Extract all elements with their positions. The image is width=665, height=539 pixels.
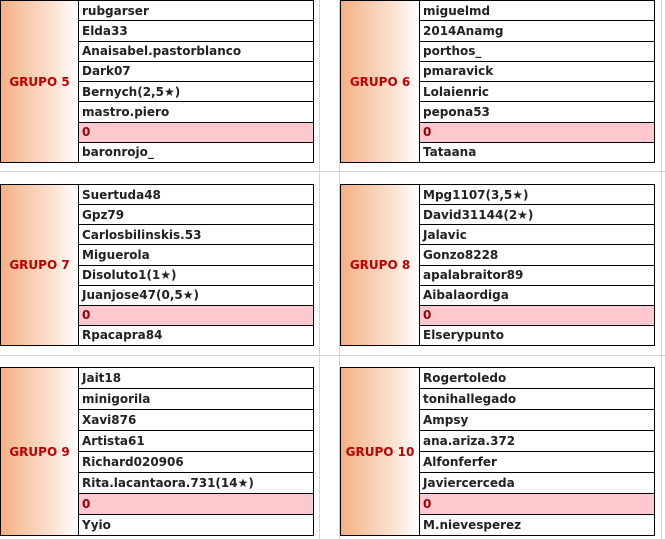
empty-slot-cell[interactable]: 0: [420, 494, 654, 515]
member-cell[interactable]: Miguerola: [79, 245, 313, 265]
member-list: [420, 185, 654, 345]
member-cell[interactable]: Gpz79: [79, 205, 313, 225]
member-cell[interactable]: pepona53: [420, 102, 654, 122]
member-cell[interactable]: baronrojo_: [82, 145, 154, 160]
member-cell[interactable]: Dark07: [79, 62, 313, 82]
member-cell[interactable]: Gonzo8228: [420, 245, 654, 265]
member-cell[interactable]: Lolaienric: [420, 82, 654, 102]
member-cell[interactable]: M.nievesperez: [423, 518, 522, 532]
member-cell[interactable]: Alfonferfer: [420, 452, 654, 473]
gridline: [661, 0, 662, 539]
member-cell[interactable]: Jalavic: [420, 225, 654, 245]
member-cell[interactable]: Ampsy: [420, 410, 654, 431]
member-cell[interactable]: David31144(2★): [420, 205, 654, 225]
group-label-5: GRUPO 5: [1, 1, 79, 162]
member-cell[interactable]: Aibalaordiga: [420, 286, 654, 306]
member-cell[interactable]: 2014Anamg: [420, 21, 654, 41]
member-cell[interactable]: porthos_: [420, 42, 654, 62]
empty-slot-cell[interactable]: 0: [420, 123, 654, 143]
group-block-10: [340, 367, 655, 536]
member-cell[interactable]: Carlosbilinskis.53: [79, 225, 313, 245]
member-cell[interactable]: tonihallegado: [420, 389, 654, 410]
member-cell[interactable]: mastro.piero: [79, 102, 313, 122]
member-list: [79, 1, 313, 162]
group-block-7: [0, 184, 314, 346]
gridline: [319, 0, 320, 539]
member-cell[interactable]: Richard020906: [79, 452, 313, 473]
member-cell[interactable]: pmaravick: [420, 62, 654, 82]
group-block-6: [340, 0, 655, 163]
empty-slot-cell[interactable]: 0: [420, 306, 654, 326]
member-cell[interactable]: Elserypunto: [423, 328, 504, 343]
member-cell[interactable]: rubgarser: [79, 1, 313, 21]
member-cell[interactable]: Anaisabel.pastorblanco: [79, 42, 313, 62]
member-cell[interactable]: Rita.lacantaora.731(14★): [79, 473, 313, 494]
member-cell[interactable]: Suertuda48: [79, 185, 313, 205]
gridline: [0, 171, 665, 172]
member-cell[interactable]: Javiercerceda: [420, 473, 654, 494]
group-block-5: [0, 0, 314, 163]
group-label-10: GRUPO 10: [341, 368, 420, 535]
member-list: [420, 1, 654, 162]
group-block-9: [0, 367, 314, 536]
group-label-9: GRUPO 9: [1, 368, 79, 535]
member-cell[interactable]: Xavi876: [79, 410, 313, 431]
group-label-7: GRUPO 7: [1, 185, 79, 345]
member-cell[interactable]: Bernych(2,5★): [79, 82, 313, 102]
member-cell[interactable]: Mpg1107(3,5★): [420, 185, 654, 205]
member-cell[interactable]: Artista61: [79, 431, 313, 452]
member-cell[interactable]: Yyio: [82, 518, 111, 532]
member-cell[interactable]: Jait18: [79, 368, 313, 389]
member-list: [79, 185, 313, 345]
member-cell[interactable]: Tataana: [423, 145, 477, 160]
member-cell[interactable]: minigorila: [79, 389, 313, 410]
member-cell[interactable]: ana.ariza.372: [420, 431, 654, 452]
empty-slot-cell[interactable]: 0: [79, 306, 313, 326]
group-label-6: GRUPO 6: [341, 1, 420, 162]
member-cell[interactable]: Elda33: [79, 21, 313, 41]
empty-slot-cell[interactable]: 0: [79, 494, 313, 515]
empty-slot-cell[interactable]: 0: [79, 123, 313, 143]
gridline: [0, 355, 665, 356]
member-cell[interactable]: Juanjose47(0,5★): [79, 286, 313, 306]
member-list: [79, 368, 313, 535]
member-cell[interactable]: Rogertoledo: [420, 368, 654, 389]
member-cell[interactable]: apalabraitor89: [420, 266, 654, 286]
member-cell[interactable]: miguelmd: [420, 1, 654, 21]
member-cell[interactable]: Disoluto1(1★): [79, 266, 313, 286]
group-block-8: [340, 184, 655, 346]
group-label-8: GRUPO 8: [341, 185, 420, 345]
member-list: [420, 368, 654, 535]
member-cell[interactable]: Rpacapra84: [82, 328, 163, 343]
